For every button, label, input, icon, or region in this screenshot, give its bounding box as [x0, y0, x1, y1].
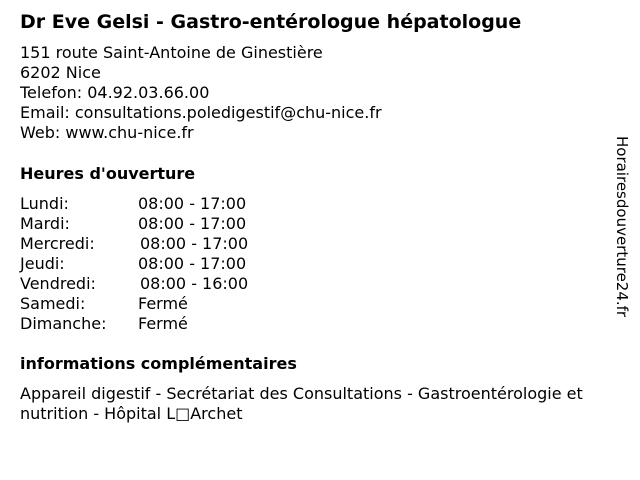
day-hours: Fermé: [138, 294, 188, 313]
day-hours: 08:00 - 16:00: [140, 274, 249, 293]
day-hours: 08:00 - 17:00: [138, 254, 247, 273]
website-address: Web: www.chu-nice.fr: [20, 123, 194, 142]
day-hours: 08:00 - 17:00: [138, 214, 247, 233]
day-hours: 08:00 - 17:00: [140, 234, 249, 253]
day-label: Lundi:: [20, 194, 69, 213]
info-text: Appareil digestif - Secrétariat des Consultations - Gastroentérologie et nutrition - Hôpital L□Archet: [20, 384, 583, 423]
city-address: 6202 Nice: [20, 63, 101, 82]
day-hours: 08:00 - 17:00: [138, 194, 247, 213]
day-hours: Fermé: [138, 314, 188, 333]
day-label: Mardi:: [20, 214, 70, 233]
hours-heading: Heures d'ouverture: [20, 164, 196, 183]
email-address: Email: consultations.poledigestif@chu-nice.fr: [20, 103, 382, 122]
phone-number: Telefon: 04.92.03.66.00: [20, 83, 210, 102]
day-label: Vendredi:: [20, 274, 96, 293]
page-title: Dr Eve Gelsi - Gastro-entérologue hépatologue: [20, 11, 522, 33]
site-watermark: Horairesdouverture24.fr: [613, 136, 631, 318]
address-block: [20, 43, 382, 143]
day-label: Dimanche:: [20, 314, 107, 333]
info-heading: informations complémentaires: [20, 354, 297, 373]
day-label: Samedi:: [20, 294, 86, 313]
day-label: Mercredi:: [20, 234, 95, 253]
street-address: 151 route Saint-Antoine de Ginestière: [20, 43, 323, 62]
day-label: Jeudi:: [20, 254, 65, 273]
